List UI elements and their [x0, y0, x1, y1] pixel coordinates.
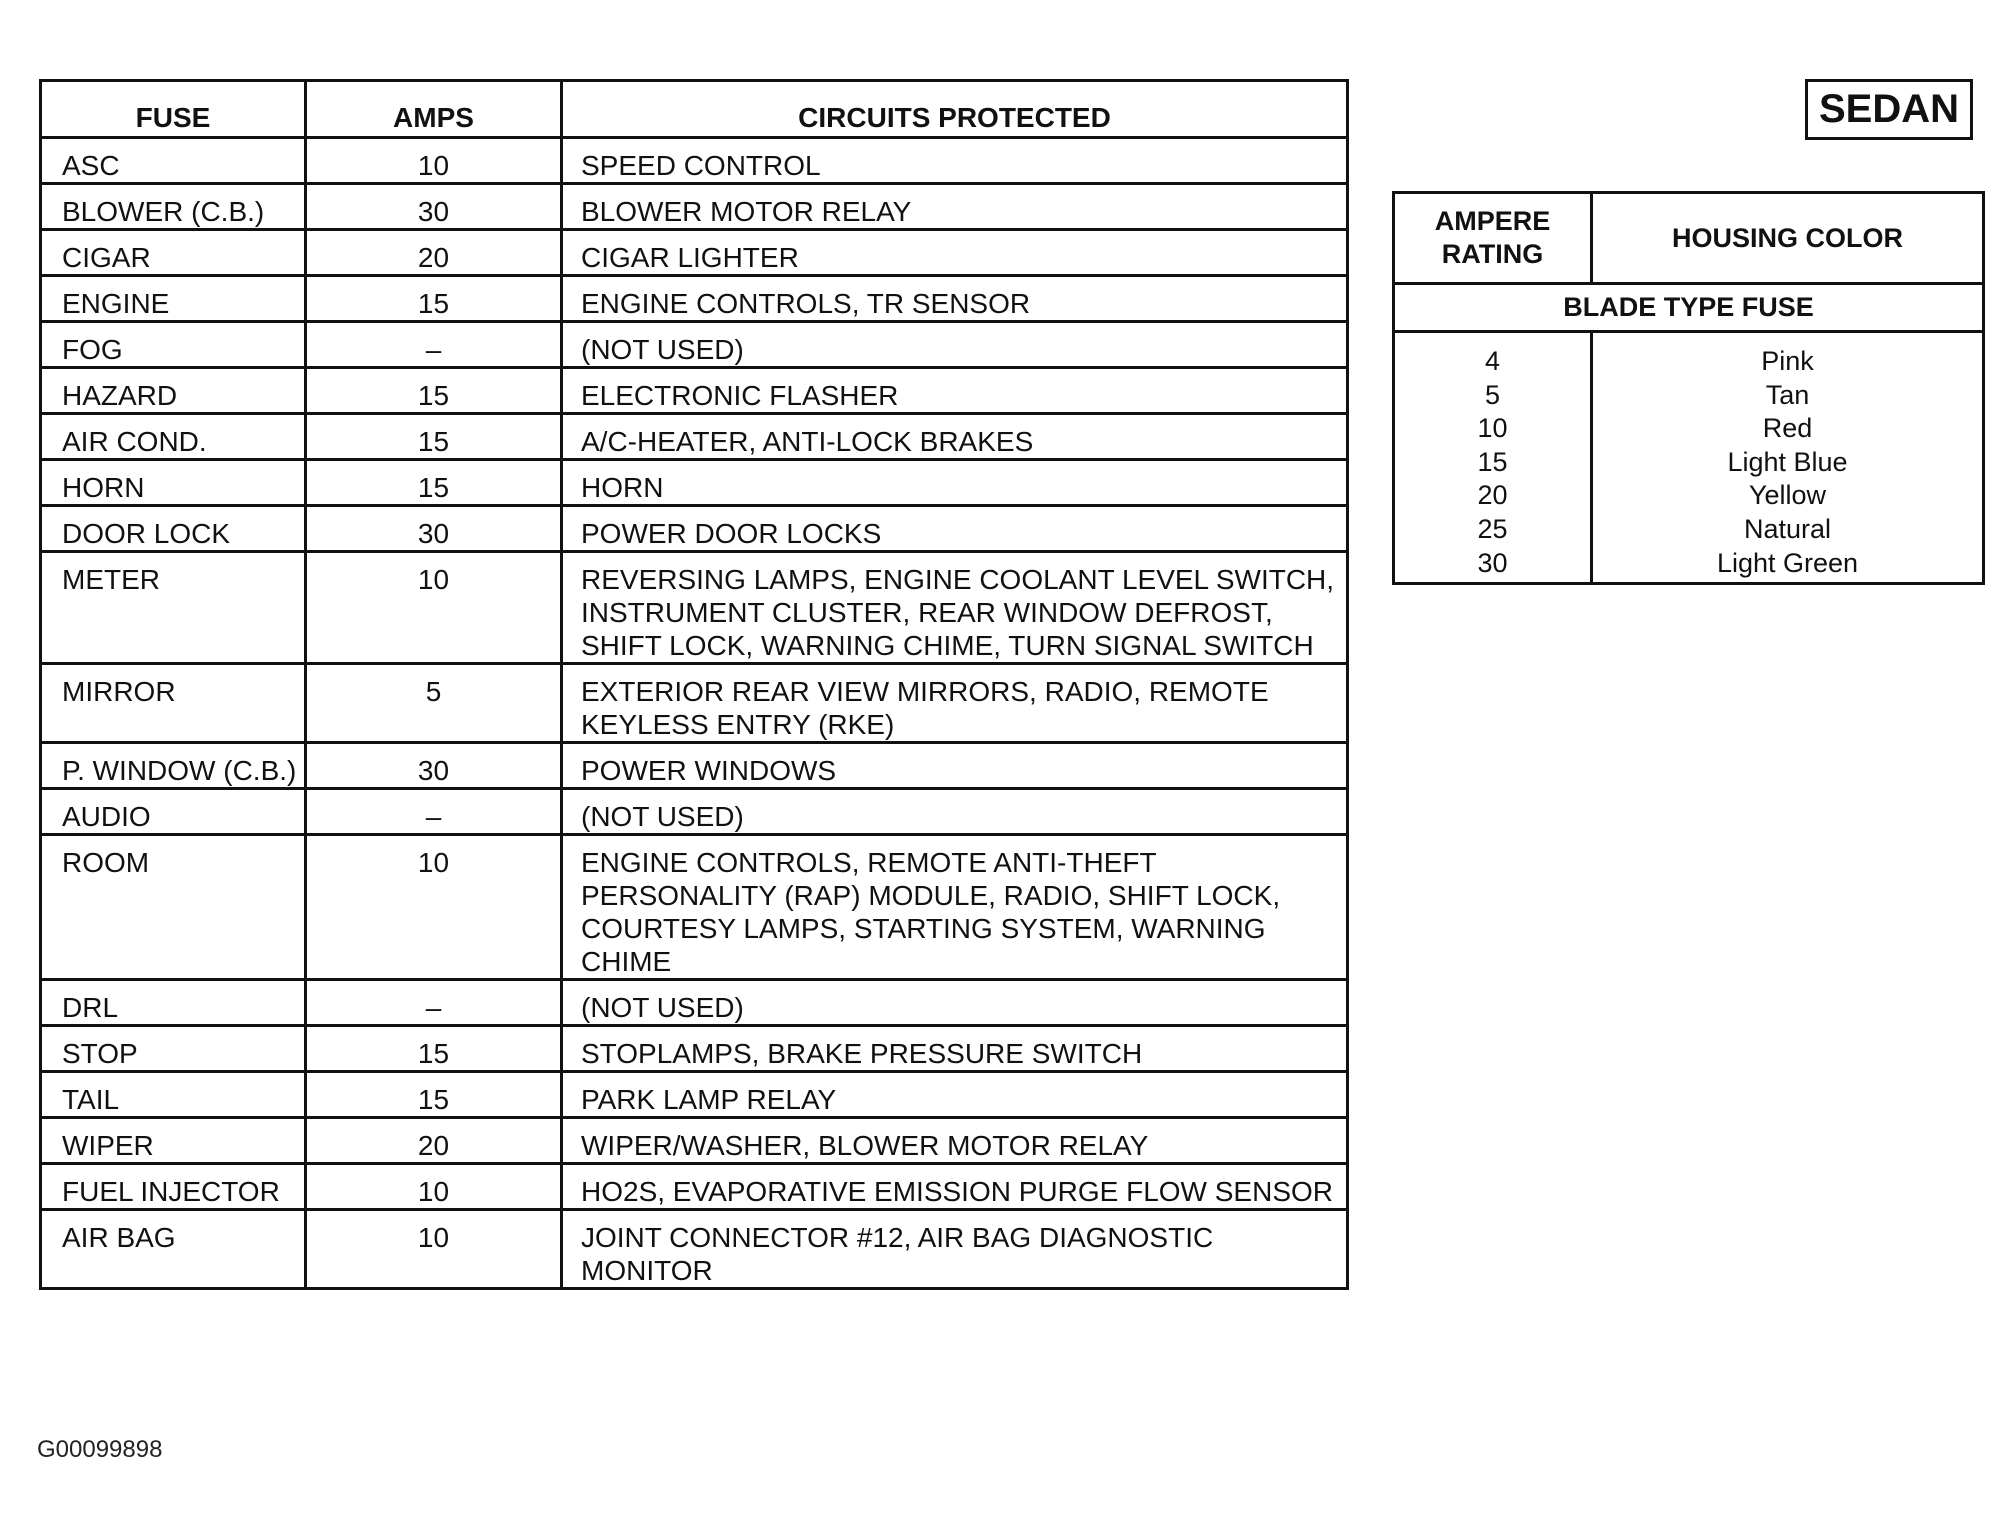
fuse-column-header: FUSE	[41, 81, 306, 138]
housing-color-value: Yellow	[1748, 480, 1827, 511]
fuse-row	[41, 789, 1348, 835]
fuse-circuits: ENGINE CONTROLS, REMOTE ANTI-THEFT PERSONALITY (RAP) MODULE, RADIO, SHIFT LOCK, COURTESY LAMPS, STARTING SYSTEM, WARNING CHIME	[562, 835, 1348, 980]
circuits-column-header: CIRCUITS PROTECTED	[562, 81, 1348, 138]
fuse-amps: 20	[306, 230, 562, 276]
fuse-amps: 15	[306, 1026, 562, 1072]
fuse-amps: 30	[306, 506, 562, 552]
fuse-name: DOOR LOCK	[41, 506, 306, 552]
housing-color-value: Red	[1762, 413, 1813, 444]
fuse-name: ASC	[41, 138, 306, 184]
fuse-amps: 10	[306, 835, 562, 980]
housing-color-value: Natural	[1743, 513, 1832, 544]
ampere-rating-header: AMPERE RATING	[1394, 193, 1592, 284]
fuse-name: WIPER	[41, 1118, 306, 1164]
fuse-circuits: EXTERIOR REAR VIEW MIRRORS, RADIO, REMOTE KEYLESS ENTRY (RKE)	[562, 664, 1348, 743]
fuse-table-header-row	[41, 81, 1348, 138]
ampere-rating-value: 10	[1477, 413, 1508, 444]
fuse-row	[41, 414, 1348, 460]
fuse-circuits: HORN	[562, 460, 1348, 506]
fuse-name: STOP	[41, 1026, 306, 1072]
fuse-circuits: JOINT CONNECTOR #12, AIR BAG DIAGNOSTIC MONITOR	[562, 1210, 1348, 1289]
fuse-amps: 15	[306, 1072, 562, 1118]
fuse-name: AUDIO	[41, 789, 306, 835]
fuse-amps: 30	[306, 184, 562, 230]
fuse-circuits: BLOWER MOTOR RELAY	[562, 184, 1348, 230]
fuse-row	[41, 664, 1348, 743]
fuse-table	[39, 79, 1349, 1290]
fuse-row	[41, 276, 1348, 322]
housing-color-value: Light Blue	[1727, 446, 1848, 477]
amps-column-header: AMPS	[306, 81, 562, 138]
fuse-amps: 15	[306, 414, 562, 460]
fuse-row	[41, 1072, 1348, 1118]
fuse-name: AIR BAG	[41, 1210, 306, 1289]
housing-color-header: HOUSING COLOR	[1592, 193, 1984, 284]
fuse-amps: 30	[306, 743, 562, 789]
ampere-rating-value: 5	[1484, 379, 1501, 410]
fuse-circuits: (NOT USED)	[562, 322, 1348, 368]
fuse-name: ROOM	[41, 835, 306, 980]
fuse-circuits: POWER WINDOWS	[562, 743, 1348, 789]
fuse-circuits: ENGINE CONTROLS, TR SENSOR	[562, 276, 1348, 322]
fuse-amps: 15	[306, 368, 562, 414]
housing-color-list	[1592, 332, 1984, 584]
fuse-name: DRL	[41, 980, 306, 1026]
fuse-circuits: HO2S, EVAPORATIVE EMISSION PURGE FLOW SENSOR	[562, 1164, 1348, 1210]
fuse-row	[41, 460, 1348, 506]
fuse-row	[41, 184, 1348, 230]
blade-type-row	[1394, 284, 1984, 332]
fuse-amps: 10	[306, 1210, 562, 1289]
ampere-rating-value: 4	[1484, 346, 1501, 376]
fuse-amps: 10	[306, 552, 562, 664]
blade-type-fuse-header: BLADE TYPE FUSE	[1394, 284, 1984, 332]
fuse-row	[41, 1210, 1348, 1289]
fuse-row	[41, 322, 1348, 368]
fuse-circuits: PARK LAMP RELAY	[562, 1072, 1348, 1118]
color-table-values-row	[1394, 332, 1984, 584]
fuse-name: HORN	[41, 460, 306, 506]
fuse-row	[41, 743, 1348, 789]
ampere-rating-value: 30	[1477, 547, 1508, 578]
housing-color-value: Light Green	[1716, 547, 1859, 578]
fuse-name: METER	[41, 552, 306, 664]
fuse-row	[41, 835, 1348, 980]
fuse-name: CIGAR	[41, 230, 306, 276]
fuse-circuits: ELECTRONIC FLASHER	[562, 368, 1348, 414]
fuse-table-body	[41, 138, 1348, 1289]
fuse-name: P. WINDOW (C.B.)	[41, 743, 306, 789]
fuse-circuits: (NOT USED)	[562, 980, 1348, 1026]
fuse-amps: 5	[306, 664, 562, 743]
fuse-row	[41, 552, 1348, 664]
fuse-amps: –	[306, 980, 562, 1026]
fuse-name: MIRROR	[41, 664, 306, 743]
fuse-amps: 10	[306, 1164, 562, 1210]
fuse-circuits: CIGAR LIGHTER	[562, 230, 1348, 276]
fuse-name: FOG	[41, 322, 306, 368]
fuse-name: HAZARD	[41, 368, 306, 414]
fuse-row	[41, 980, 1348, 1026]
ampere-rating-value: 20	[1477, 480, 1508, 511]
fuse-amps: 15	[306, 276, 562, 322]
ampere-rating-value: 15	[1477, 446, 1508, 477]
fuse-name: AIR COND.	[41, 414, 306, 460]
ampere-rating-list	[1394, 332, 1592, 584]
fuse-amps: –	[306, 322, 562, 368]
fuse-row	[41, 1118, 1348, 1164]
fuse-row	[41, 1164, 1348, 1210]
fuse-row	[41, 506, 1348, 552]
fuse-amps: 15	[306, 460, 562, 506]
fuse-name: ENGINE	[41, 276, 306, 322]
fuse-row	[41, 368, 1348, 414]
fuse-row	[41, 1026, 1348, 1072]
fuse-row	[41, 138, 1348, 184]
fuse-circuits: REVERSING LAMPS, ENGINE COOLANT LEVEL SWITCH, INSTRUMENT CLUSTER, REAR WINDOW DEFROST, SHIFT LOCK, WARNING CHIME, TURN SIGNAL SWITCH	[562, 552, 1348, 664]
ampere-rating-value: 25	[1477, 513, 1508, 544]
fuse-name: BLOWER (C.B.)	[41, 184, 306, 230]
fuse-amps: 10	[306, 138, 562, 184]
fuse-circuits: WIPER/WASHER, BLOWER MOTOR RELAY	[562, 1118, 1348, 1164]
fuse-row	[41, 230, 1348, 276]
sedan-label: SEDAN	[1805, 79, 1973, 140]
fuse-circuits: A/C-HEATER, ANTI-LOCK BRAKES	[562, 414, 1348, 460]
fuse-amps: –	[306, 789, 562, 835]
fuse-amps: 20	[306, 1118, 562, 1164]
fuse-name: FUEL INJECTOR	[41, 1164, 306, 1210]
figure-code: G00099898	[37, 1436, 163, 1463]
fuse-circuits: SPEED CONTROL	[562, 138, 1348, 184]
fuse-circuits: POWER DOOR LOCKS	[562, 506, 1348, 552]
housing-color-table	[1392, 191, 1985, 585]
housing-color-value: Tan	[1765, 379, 1810, 410]
housing-color-value: Pink	[1761, 346, 1814, 376]
color-table-header-row	[1394, 193, 1984, 284]
fuse-circuits: STOPLAMPS, BRAKE PRESSURE SWITCH	[562, 1026, 1348, 1072]
fuse-circuits: (NOT USED)	[562, 789, 1348, 835]
fuse-name: TAIL	[41, 1072, 306, 1118]
